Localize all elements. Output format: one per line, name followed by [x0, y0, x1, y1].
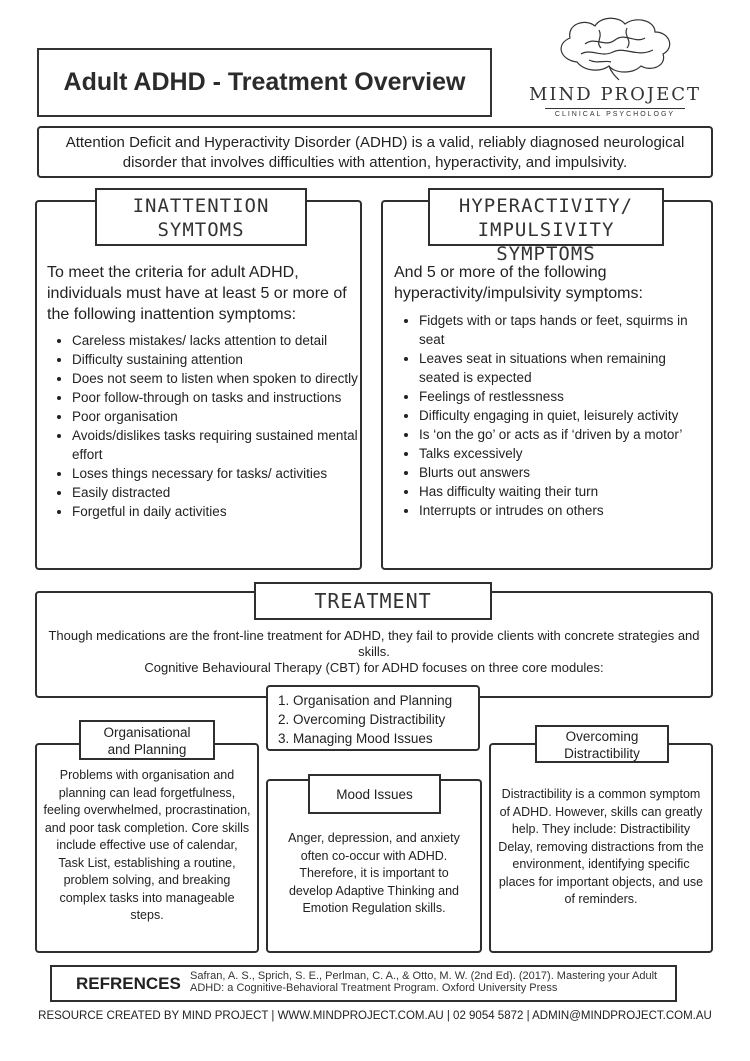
brand-tagline: CLINICAL PSYCHOLOGY — [554, 111, 676, 118]
distractibility-label-line2: Distractibility — [564, 746, 640, 761]
list-item: • Careless mistakes/ lacks attention to detail — [72, 331, 360, 350]
brand-divider — [545, 108, 685, 109]
treatment-text-2: Cognitive Behavioural Therapy (CBT) for ADHD focuses on three core modules: — [144, 660, 604, 675]
list-item: • Leaves seat in situations when remaining seated is expected — [419, 349, 709, 387]
list-item: • Talks excessively — [419, 444, 709, 463]
module-item: 3. Managing Mood Issues — [278, 731, 433, 746]
mood-text: Anger, depression, and anxiety often co-occur with ADHD. Therefore, it is important to develop Adaptive Thinking and Emotion Regulation skills. — [288, 831, 460, 915]
list-item: • Forgetful in daily activities — [72, 502, 360, 521]
brand-name: MIND PROJECT — [529, 84, 701, 105]
modules-box — [266, 685, 480, 751]
list-item: • Feelings of restlessness — [419, 387, 709, 406]
organisational-label-line1: Organisational — [103, 725, 191, 740]
module-item: 1. Organisation and Planning — [278, 693, 453, 708]
hyperactivity-label-line1: HYPERACTIVITY/ — [458, 195, 634, 217]
list-item: • Is ‘on the go’ or acts as if ‘driven by a motor’ — [419, 425, 709, 444]
list-item: • Difficulty engaging in quiet, leisurely activity — [419, 406, 709, 425]
references-heading: REFRENCES — [76, 974, 181, 993]
inattention-list — [50, 331, 360, 521]
inattention-label — [95, 188, 307, 246]
list-item: • Poor follow-through on tasks and instructions — [72, 388, 360, 407]
list-item: • Loses things necessary for tasks/ activities — [72, 464, 360, 483]
list-item: • Has difficulty waiting their turn — [419, 482, 709, 501]
hyperactivity-criteria: And 5 or more of the following hyperactivity/impulsivity symptoms: — [394, 264, 643, 302]
list-item: • Easily distracted — [72, 483, 360, 502]
list-item: • Difficulty sustaining attention — [72, 350, 360, 369]
hyperactivity-label-line2: IMPULSIVITY SYMPTOMS — [477, 219, 615, 265]
distractibility-label — [535, 725, 669, 763]
page-title: Adult ADHD - Treatment Overview — [63, 68, 466, 96]
distractibility-text: Distractibility is a common symptom of ADHD. However, skills can greatly help. They include: Distractibility Delay, removing distractions from the environment, identifying specific places for important objects, and use of reminders. — [498, 787, 704, 906]
references-text: Safran, A. S., Sprich, S. E., Perlman, C. A., & Otto, M. W. (2nd Ed). (2017). Mastering your Adult ADHD: a Cognitive-Behavioral Treatment Program. Oxford University Press — [190, 970, 658, 994]
brand-logo — [515, 14, 715, 124]
treatment-text-1: Though medications are the front-line treatment for ADHD, they fail to provide clients with concrete strategies and skills. — [48, 628, 700, 659]
organisational-label — [79, 720, 215, 760]
list-item: • Avoids/dislikes tasks requiring sustained mental effort — [72, 426, 360, 464]
brain-icon — [515, 14, 715, 84]
inattention-label-line2: SYMTOMS — [157, 219, 245, 241]
list-item: • Blurts out answers — [419, 463, 709, 482]
hyperactivity-list — [397, 311, 709, 520]
module-item: 2. Overcoming Distractibility — [278, 712, 446, 727]
inattention-label-line1: INATTENTION — [132, 195, 270, 217]
list-item: • Interrupts or intrudes on others — [419, 501, 709, 520]
organisational-text: Problems with organisation and planning can lead forgetfulness, feeling overwhelmed, procrastination, and poor task completion. Core skills include effective use of calendar, Task List, establishing a routine, problem solving, and breaking complex tasks into manageable steps. — [43, 768, 251, 922]
hyperactivity-label — [428, 188, 664, 265]
organisational-label-line2: and Planning — [107, 742, 187, 757]
distractibility-label-line1: Overcoming — [565, 729, 639, 744]
list-item: • Fidgets with or taps hands or feet, squirms in seat — [419, 311, 709, 349]
treatment-text — [45, 628, 703, 676]
list-item: • Does not seem to listen when spoken to directly — [72, 369, 360, 388]
inattention-criteria: To meet the criteria for adult ADHD, individuals must have at least 5 or more of the following inattention symptoms: — [47, 264, 347, 323]
intro-text: Attention Deficit and Hyperactivity Disorder (ADHD) is a valid, reliably diagnosed neurological disorder that involves difficulties with attention, hyperactivity, and impulsivity. — [65, 134, 685, 171]
intro-box — [37, 126, 713, 178]
mood-label: Mood Issues — [308, 774, 441, 814]
list-item: • Poor organisation — [72, 407, 360, 426]
treatment-label: TREATMENT — [254, 582, 492, 620]
title-box — [37, 48, 492, 117]
footer: RESOURCE CREATED BY MIND PROJECT | WWW.MINDPROJECT.COM.AU | 02 9054 5872 | ADMIN@MINDPROJECT.COM.AU — [38, 1010, 712, 1022]
